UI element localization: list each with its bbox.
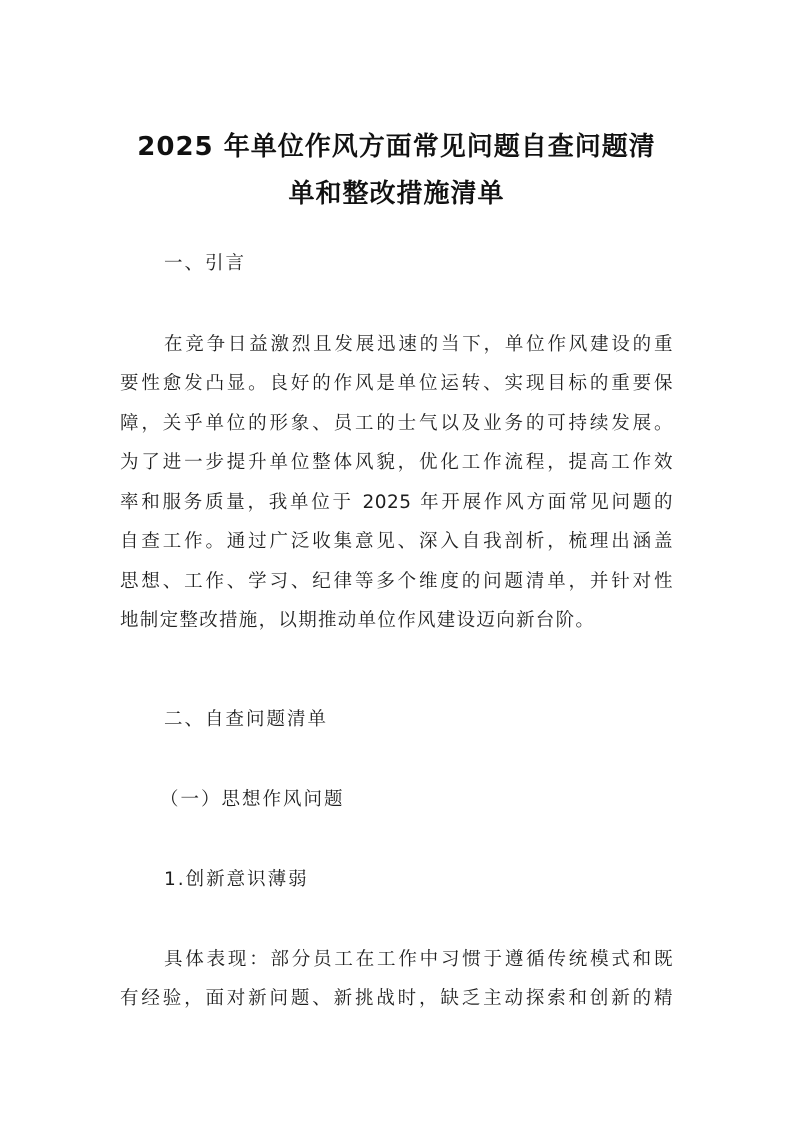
subsection-heading-ideology: （一）思想作风问题 — [160, 789, 345, 810]
item-heading-innovation: 1.创新意识薄弱 — [164, 869, 309, 890]
intro-paragraph-line: 在竞争日益激烈且发展迅速的当下，单位作风建设的重 — [164, 334, 673, 355]
document-title-line-2: 单和整改措施清单 — [288, 179, 505, 209]
intro-paragraph-line: 为了进一步提升单位整体风貌，优化工作流程，提高工作效 — [120, 452, 673, 473]
intro-paragraph-line: 率和服务质量，我单位于 2025 年开展作风方面常见问题的 — [120, 492, 673, 513]
intro-paragraph-line: 要性愈发凸显。良好的作风是单位运转、实现目标的重要保 — [120, 373, 673, 394]
item-paragraph-line: 具体表现：部分员工在工作中习惯于遵循传统模式和既 — [164, 949, 673, 970]
item-paragraph-line: 有经验，面对新问题、新挑战时，缺乏主动探索和创新的精 — [120, 988, 673, 1009]
intro-paragraph-line: 自查工作。通过广泛收集意见、深入自我剖析，梳理出涵盖 — [120, 531, 673, 552]
intro-paragraph-line: 障，关乎单位的形象、员工的士气以及业务的可持续发展。 — [120, 413, 673, 434]
section-heading-introduction: 一、引言 — [164, 253, 247, 274]
intro-paragraph-line: 思想、工作、学习、纪律等多个维度的问题清单，并针对性 — [120, 571, 673, 592]
section-heading-checklist: 二、自查问题清单 — [164, 709, 329, 730]
intro-paragraph-line: 地制定整改措施，以期推动单位作风建设迈向新台阶。 — [120, 610, 596, 631]
document-title-line-1: 2025 年单位作风方面常见问题自查问题清 — [137, 132, 656, 162]
